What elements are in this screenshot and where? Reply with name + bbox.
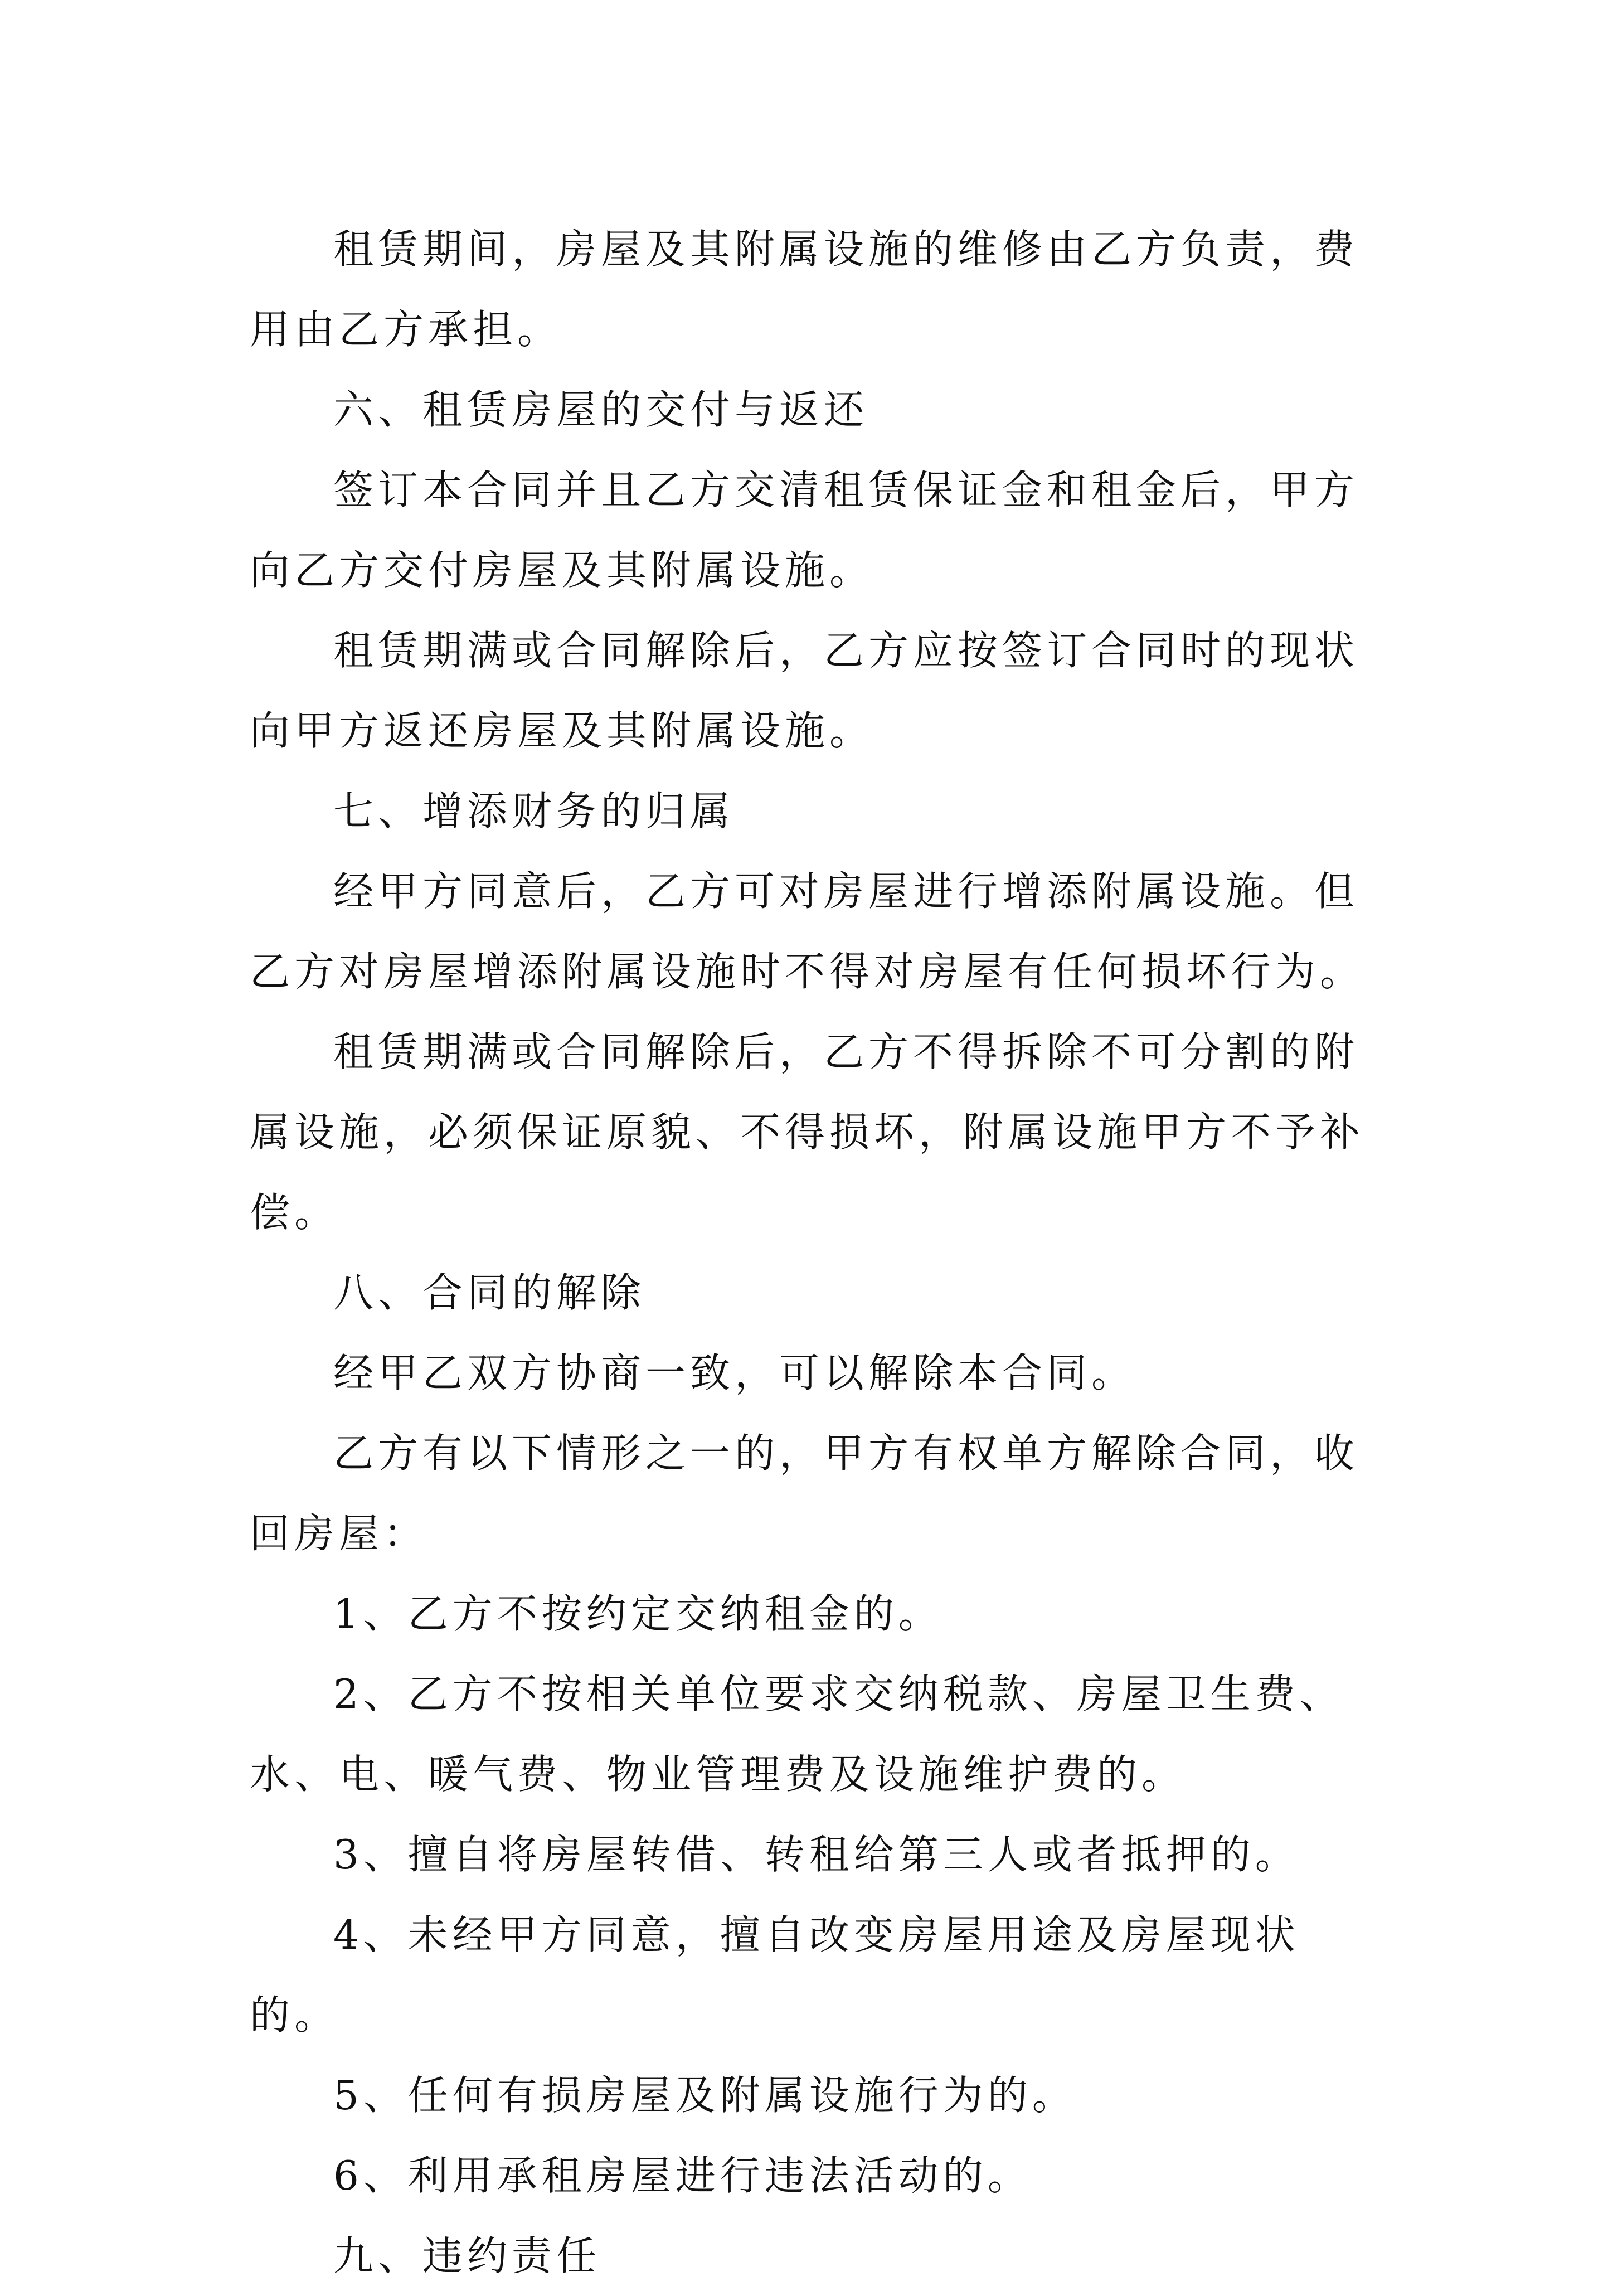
paragraph-additions-consent: 经甲方同意后，乙方可对房屋进行增添附属设施。但乙方对房屋增添附属设施时不得对房屋有任何损坏行为。 (250, 868, 1365, 995)
section-heading-8: 八、合同的解除 (333, 1269, 646, 1316)
section-heading-9: 九、违约责任 (333, 2232, 601, 2279)
paragraph-repair-responsibility: 租赁期间，房屋及其附属设施的维修由乙方负责，费用由乙方承担。 (250, 226, 1359, 353)
paragraph-mutual-termination: 经甲乙双方协商一致，可以解除本合同。 (333, 1350, 1136, 1396)
list-item-2: 2、乙方不按相关单位要求交纳税款、房屋卫生费、水、电、暖气费、物业管理费及设施维护费的。 (250, 1671, 1344, 1798)
section-heading-6: 六、租赁房屋的交付与返还 (333, 386, 869, 433)
list-item-5: 5、任何有损房屋及附属设施行为的。 (333, 2072, 1077, 2119)
paragraph-unilateral-termination: 乙方有以下情形之一的，甲方有权单方解除合同，收回房屋： (250, 1430, 1359, 1557)
paragraph-return: 租赁期满或合同解除后，乙方应按签订合同时的现状向甲方返还房屋及其附属设施。 (250, 627, 1359, 754)
list-item-1: 1、乙方不按约定交纳租金的。 (333, 1590, 943, 1637)
list-item-6: 6、利用承租房屋进行违法活动的。 (333, 2152, 1032, 2199)
document-body (250, 209, 1387, 2296)
section-heading-7: 七、增添财务的归属 (333, 788, 735, 834)
paragraph-delivery: 签订本合同并且乙方交清租赁保证金和租金后，甲方向乙方交付房屋及其附属设施。 (250, 467, 1359, 594)
list-item-4: 4、未经甲方同意，擅自改变房屋用途及房屋现状的。 (250, 1911, 1300, 2038)
list-item-3: 3、擅自将房屋转借、转租给第三人或者抵押的。 (333, 1831, 1300, 1878)
paragraph-additions-removal: 租赁期满或合同解除后，乙方不得拆除不可分割的附属设施，必须保证原貌、不得损坏，附属设施甲方不予补偿。 (250, 1028, 1365, 1236)
